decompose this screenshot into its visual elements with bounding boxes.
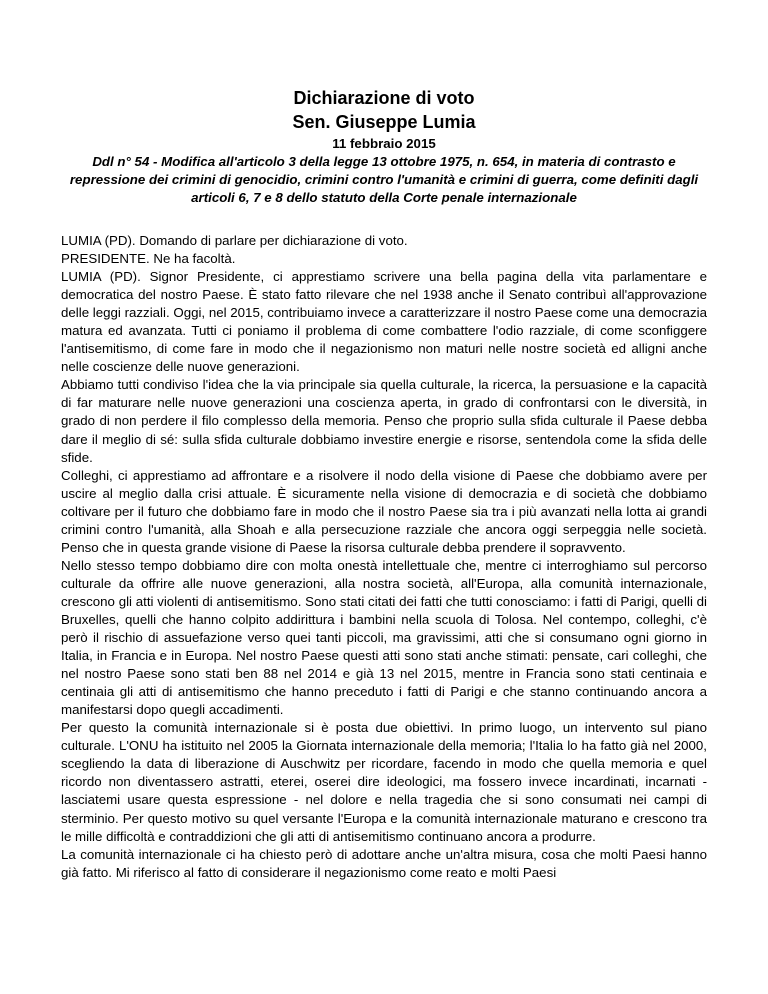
paragraph: Colleghi, ci apprestiamo ad affrontare e a risolvere il nodo della visione di Paese che dobbiamo avere per uscire al meglio dalla crisi attuale. È sicuramente nella visione di democrazia e di società che dobbiamo coltivare per il futuro che dobbiamo fare in modo che il nostro Paese sia tra i più avanzati nella lotta ai grandi crimini contro l'umanità, alla Shoah e alla persecuzione razziale che ancora oggi serpeggia nelle società. Penso che in questa grande visione di Paese la risorsa culturale debba prendere il sopravvento. [61,467,707,555]
document-title: Dichiarazione di voto [293,88,475,108]
bill-subject: Ddl n° 54 - Modifica all'articolo 3 della legge 13 ottobre 1975, n. 654, in materia di contrasto e repressione dei crimini di genocidio, crimini contro l'umanità e crimini di guerra, come definiti dagli articoli 6, 7 e 8 dello statuto della Corte penale internazionale [69,154,699,205]
paragraph: LUMIA (PD). Domando di parlare per dichiarazione di voto. [61,233,408,248]
document-header [60,86,708,207]
senator-name: Sen. Giuseppe Lumia [292,112,476,132]
document-date: 11 febbraio 2015 [332,136,436,151]
paragraph: LUMIA (PD). Signor Presidente, ci apprestiamo scrivere una bella pagina della vita parlamentare e democratica del nostro Paese. È stato fatto rilevare che nel 1938 anche il Senato contribuì all'approvazione delle leggi razziali. Oggi, nel 2015, contribuiamo invece a caratterizzare il nostro Paese come una democrazia matura ed avanzata. Tutti ci poniamo il problema di come combattere l'odio razziale, di come sconfiggere l'antisemitismo, di come fare in modo che il negazionismo non maturi nelle nostre società ed alligni anche nelle coscienze delle nuove generazioni. [61,269,707,375]
paragraph: La comunità internazionale ci ha chiesto però di adottare anche un'altra misura, cosa che molti Paesi hanno già fatto. Mi riferisco al fatto di considerare il negazionismo come reato e molti Paesi [61,846,707,880]
paragraph: PRESIDENTE. Ne ha facoltà. [61,251,236,267]
paragraph: Nello stesso tempo dobbiamo dire con molta onestà intellettuale che, mentre ci interroghiamo sul percorso culturale da offrire alle nuove generazioni, alla nostra società, all'Europa, alla comunità internazionale, crescono gli atti violenti di antisemitismo. Sono stati citati dei fatti che tutti conosciamo: i fatti di Parigi, quelli di Bruxelles, quelli che hanno colpito addirittura i bambini nella scuola di Tolosa. Nel contempo, colleghi, c'è però il rischio di assuefazione verso quei tanti piccoli, ma gravissimi, atti che si consumano ogni giorno in Italia, in Francia e in Europa. Nel nostro Paese questi atti sono stati anche stimati: pensate, cari colleghi, che nel nostro Paese sono stati ben 88 nel 2014 e già 13 nel 2015, mentre in Francia sono stati centinaia e centinaia gli atti di antisemitismo che hanno preceduto i fatti di Parigi e che stanno continuando ancora a manifestarsi dopo quegli accadimenti. [61,557,707,718]
paragraph: Per questo la comunità internazionale si è posta due obiettivi. In primo luogo, un intervento sul piano culturale. L'ONU ha istituito nel 2005 la Giornata internazionale della memoria; l'Italia lo ha fatto già nel 2000, scegliendo la data di liberazione di Auschwitz per ricordare, facendo in modo che quella memoria e quel ricordo non diventassero astratti, eterei, oserei dire ideologici, ma fossero invece incardinati, incarnati - lasciatemi usare questa espressione - nel dolore e nella tragedia che si sono consumati nei campi di sterminio. Per questo motivo su quel versante l'Europa e la comunità internazionale maturano e crescono tra le mille difficoltà e contraddizioni che gli atti di antisemitismo continuano ancora a produrre. [61,720,707,844]
paragraph: Abbiamo tutti condiviso l'idea che la via principale sia quella culturale, la ricerca, la persuasione e la capacità di far maturare nelle nuove generazioni una coscienza aperta, in grado di confrontarsi con le diversità, in grado di non perdere il filo complesso della memoria. Penso che proprio sulla sfida culturale il Paese debba dare il meglio di sé: sulla sfida culturale dobbiamo investire energie e risorse, sentendola come la sfida delle sfide. [61,377,707,465]
document-body [61,232,707,882]
